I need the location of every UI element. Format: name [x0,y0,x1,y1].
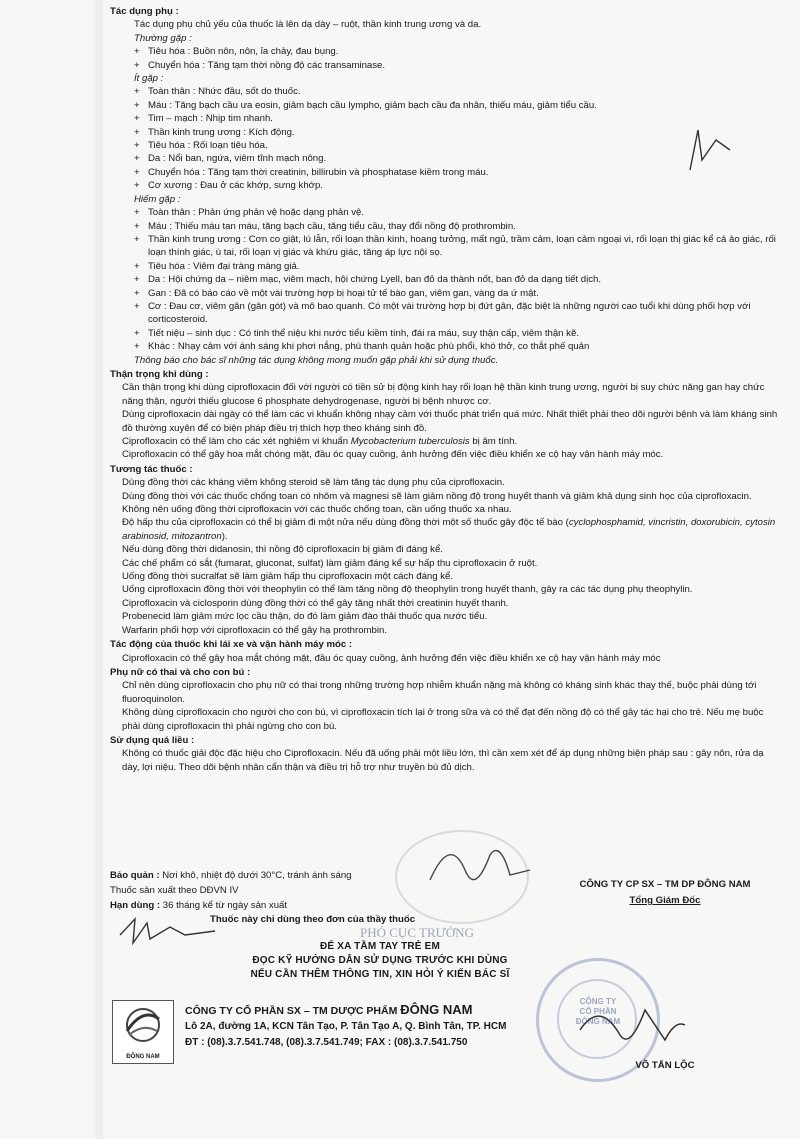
list-item: + Chuyển hóa : Tăng tạm thời creatinin, billirubin và phosphatase kiềm trong máu. [134,166,489,178]
paragraph: Probenecid làm giảm mức lọc cầu thận, do đó làm giảm đào thải thuốc qua nước tiểu. [122,611,488,623]
list-item: + Tiêu hóa : Buồn nôn, nôn, ỉa chảy, đau bụng. [134,46,339,58]
logo-text: ĐÔNG NAM [126,1054,160,1060]
signatory-title: Tổng Giám Đốc [629,895,701,906]
paragraph: Các chế phẩm có sắt (fumarat, gluconat, sulfat) làm giảm đáng kể sự hấp thu ciprofloxacin ở ruột. [122,557,538,569]
stamp-text: CÔNG TY CỔ PHẦN ĐÔNG NAM [575,997,621,1026]
paragraph: Dùng đồng thời các kháng viêm không steroid sẽ làm tăng tác dụng phụ của ciprofloxacin. [122,477,505,489]
company-info [185,1002,555,1051]
paragraph: Cần thận trọng khi dùng ciprofloxacin đối với người có tiền sử bị động kinh hay rối loạn hệ thần kinh trung ương, người bị suy chức năng gan hay chức năng thận, người thiếu glucose 6 phosphate dehydrogenase, người bị bệnh nhược cơ. [122,382,765,407]
list-item: + Tiết niệu – sinh dục : Có tinh thể niệu khi nước tiểu kiềm tính, đái ra máu, suy thận cấp, viêm thận kẽ. [134,327,579,339]
section-heading-driving: Tác động của thuốc khi lái xe và vận hành máy móc : [110,639,353,651]
paragraph: Dùng đồng thời với các thuốc chống toan có nhôm và magnesi sẽ làm giảm nồng độ trong huyết thanh và giảm khả dụng sinh học của ciprofloxacin. Không nên uống đồng thời ciprofloxacin với các thuốc chống toan, cần uống thuốc xa nhau. [122,490,752,516]
handwritten-signature-center [420,830,540,900]
handwritten-signature-left [115,905,225,960]
handwritten-signature-right [570,990,690,1060]
list-item: + Toàn thân : Nhức đầu, sốt do thuốc. [134,86,301,98]
paragraph: Không dùng ciprofloxacin cho người cho con bú, vì ciprofloxacin tích lại ở trong sữa và có thể đạt đến nồng độ có thể gây tác hại cho trẻ. Nếu mẹ buộc phải dùng ciprofloxacin thì phải ngừng cho con bú. [122,707,764,732]
section-heading-pregnancy: Phụ nữ có thai và cho con bú : [110,666,251,678]
company-name: CÔNG TY CỔ PHẦN SX – TM DƯỢC PHẨM ĐÔNG NAM [185,1002,473,1017]
paragraph: Chỉ nên dùng ciprofloxacin cho phụ nữ có thai trong những trường hợp nhiễm khuẩn nặng mà không có kháng sinh khác thay thế, buộc phải dùng tới fluoroquinolon. [122,680,757,705]
list-item: + Tiêu hóa : Rối loạn tiêu hóa. [134,140,268,152]
list-item: + Gan : Đã có báo cáo về một vài trường hợp bị hoại tử tế bào gan, viêm gan, vàng da ứ mật. [134,287,539,299]
list-item: + Toàn thân : Phản ứng phản vệ hoặc dạng phản vệ. [134,207,365,219]
paragraph: Ciprofloxacin có thể gây hoa mắt chóng mặt, đầu óc quay cuồng, ảnh hưởng đến việc điều khiển xe cộ hay vận hành máy móc [122,652,661,664]
list-item: + Máu : Tăng bạch cầu ưa eosin, giảm bạch cầu lympho, giảm bạch cầu đa nhân, thiếu máu, giảm tiểu cầu. [134,99,597,111]
warning-line: ĐỂ XA TẦM TAY TRẺ EM [319,941,441,952]
paragraph: Không có thuốc giải độc đặc hiệu cho Ciprofloxacin. Nếu đã uống phải một liều lớn, thì cần xem xét để áp dụng những biện pháp sau : gây nôn, rửa dạ dày, lợi niệu. Theo dõi bệnh nhân cẩn thận và điều trị hỗ trợ như truyền bù đủ dịch. [122,748,764,773]
list-item: + Da : Nổi ban, ngứa, viêm tĩnh mạch nông. [134,153,327,165]
warning-line: NẾU CẦN THÊM THÔNG TIN, XIN HỎI Ý KIẾN BÁC SĨ [250,969,510,980]
company-phone: ĐT : (08).3.7.541.748, (08).3.7.541.749; FAX : (08).3.7.541.750 [185,1037,468,1048]
paragraph: Dùng ciprofloxacin dài ngày có thể làm các vi khuẩn không nhạy cảm với thuốc phát triển quá mức. Nhất thiết phải theo dõi người bệnh và làm kháng sinh đồ thường xuyên để có biện pháp điều trị thích hợp theo kháng sinh đồ. [122,409,778,434]
seal-title-text: PHÓ CỤC TRƯỞNG [360,925,474,940]
section-heading-precautions: Thận trọng khi dùng : [110,368,209,380]
paragraph: Nếu dùng đồng thời didanosin, thì nồng độ ciprofloxacin bị giảm đi đáng kể. [122,544,443,556]
paragraph: Uống đồng thời sucralfat sẽ làm giảm hấp thu ciprofloxacin một cách đáng kể. [122,571,454,583]
standard-line: Thuốc sản xuất theo DĐVN IV [110,885,239,896]
list-item: + Khác : Nhạy cảm với ánh sáng khi phơi nắng, phù thanh quản hoặc phù phổi, khó thở, co thắt phế quản [134,341,590,353]
signer-name: VÕ TẤN LỘC [635,1060,695,1071]
paragraph: Tác dụng phụ chủ yếu của thuốc là lên dạ dày – ruột, thần kinh trung ương và da. [134,19,482,31]
company-logo [112,1000,174,1064]
section-heading-side-effects: Tác dụng phụ : [110,6,179,17]
signatory-company: CÔNG TY CP SX – TM DP ĐÔNG NAM [579,879,751,890]
warning-line: ĐỌC KỸ HƯỚNG DẪN SỬ DỤNG TRƯỚC KHI DÙNG [252,955,508,966]
shelf-life-line: Hạn dùng : 36 tháng kể từ ngày sản xuất [110,900,288,911]
handwritten-initial [680,120,740,180]
list-item: + Cơ : Đau cơ, viêm gân (gân gót) và mô bao quanh. Có một vài trường hợp bị đứt gân, đặc biệt là những người cao tuổi khi dùng phối hợp với corticosteroid. [134,300,751,326]
paragraph: Ciprofloxacin và ciclosporin dùng đồng thời có thể gây tăng nhất thời creatinin huyết thanh. [122,597,509,609]
list-item: + Da : Hội chứng da – niêm mạc, viêm mạch, hội chứng Lyell, ban đỏ da thành nốt, ban đỏ da dạng tiết dịch. [134,274,602,286]
logo-mark-icon [113,1001,173,1049]
subheading-rare: Ít gặp : [134,73,164,85]
list-item: + Cơ xương : Đau ở các khớp, sưng khớp. [134,180,323,192]
list-item: + Thần kinh trung ương : Cơn co giật, lú lẫn, rối loạn thần kinh, hoang tưởng, mất ngủ, trầm cảm, loạn cảm ngoại vi, rối loạn thị giác kể cả ảo giác, rối loạn thính giác, ù tai, rối loạn vị giác và khứu giác, tăng áp lực nội sọ. [134,233,776,259]
paragraph: Độ hấp thu của ciprofloxacin có thể bị giảm đi một nửa nếu dùng đồng thời một số thuốc gây độc tế bào (cyclophosphamid, vincristin, doxorubicin, cytosin arabinosid, mitozantron). [122,517,776,542]
list-item: + Máu : Thiếu máu tan máu, tăng bạch cầu, tăng tiểu cầu, thay đổi nồng độ prothrombin. [134,220,516,232]
list-item: + Thần kinh trung ương : Kích động. [134,126,295,138]
section-heading-overdose: Sử dụng quá liều : [110,734,195,746]
subheading-very-rare: Hiếm gặp : [134,193,181,205]
prescription-note: Thuốc này chỉ dùng theo đơn của thầy thuốc [210,914,416,925]
subheading-common: Thường gặp : [134,32,192,44]
signatory-block [540,877,790,909]
company-address: Lô 2A, đường 1A, KCN Tân Tạo, P. Tân Tạo A, Q. Bình Tân, TP. HCM [185,1021,507,1032]
storage-line: Bảo quản : Nơi khô, nhiệt độ dưới 30°C, tránh ánh sáng [110,870,352,881]
list-item: + Tim – mạch : Nhịp tim nhanh. [134,113,273,125]
warning-block [200,940,560,982]
paragraph: Uống ciprofloxacin đồng thời với theophylin có thể làm tăng nồng độ theophylin trong huyết thanh, gây ra các tác dụng phụ theophylin. [122,584,693,596]
page-fold-shadow [95,0,103,1139]
section-heading-interactions: Tương tác thuốc : [110,463,193,475]
notice: Thông báo cho bác sĩ những tác dụng không mong muốn gặp phải khi sử dụng thuốc. [134,354,499,366]
list-item: + Tiêu hóa : Viêm đại tràng màng giả. [134,260,300,272]
list-item: + Chuyển hóa : Tăng tạm thời nồng độ các transaminase. [134,59,386,71]
paragraph: Ciprofloxacin có thể làm cho các xét nghiệm vi khuẩn Mycobacterium tuberculosis bị âm tính. [122,436,518,447]
paragraph: Ciprofloxacin có thể gây hoa mắt chóng mặt, đầu óc quay cuồng, ảnh hưởng đến việc điều khiển xe cộ hay vận hành máy móc. [122,449,664,461]
paragraph: Warfarin phối hợp với ciprofloxacin có thể gây hạ prothrombin. [122,624,387,636]
